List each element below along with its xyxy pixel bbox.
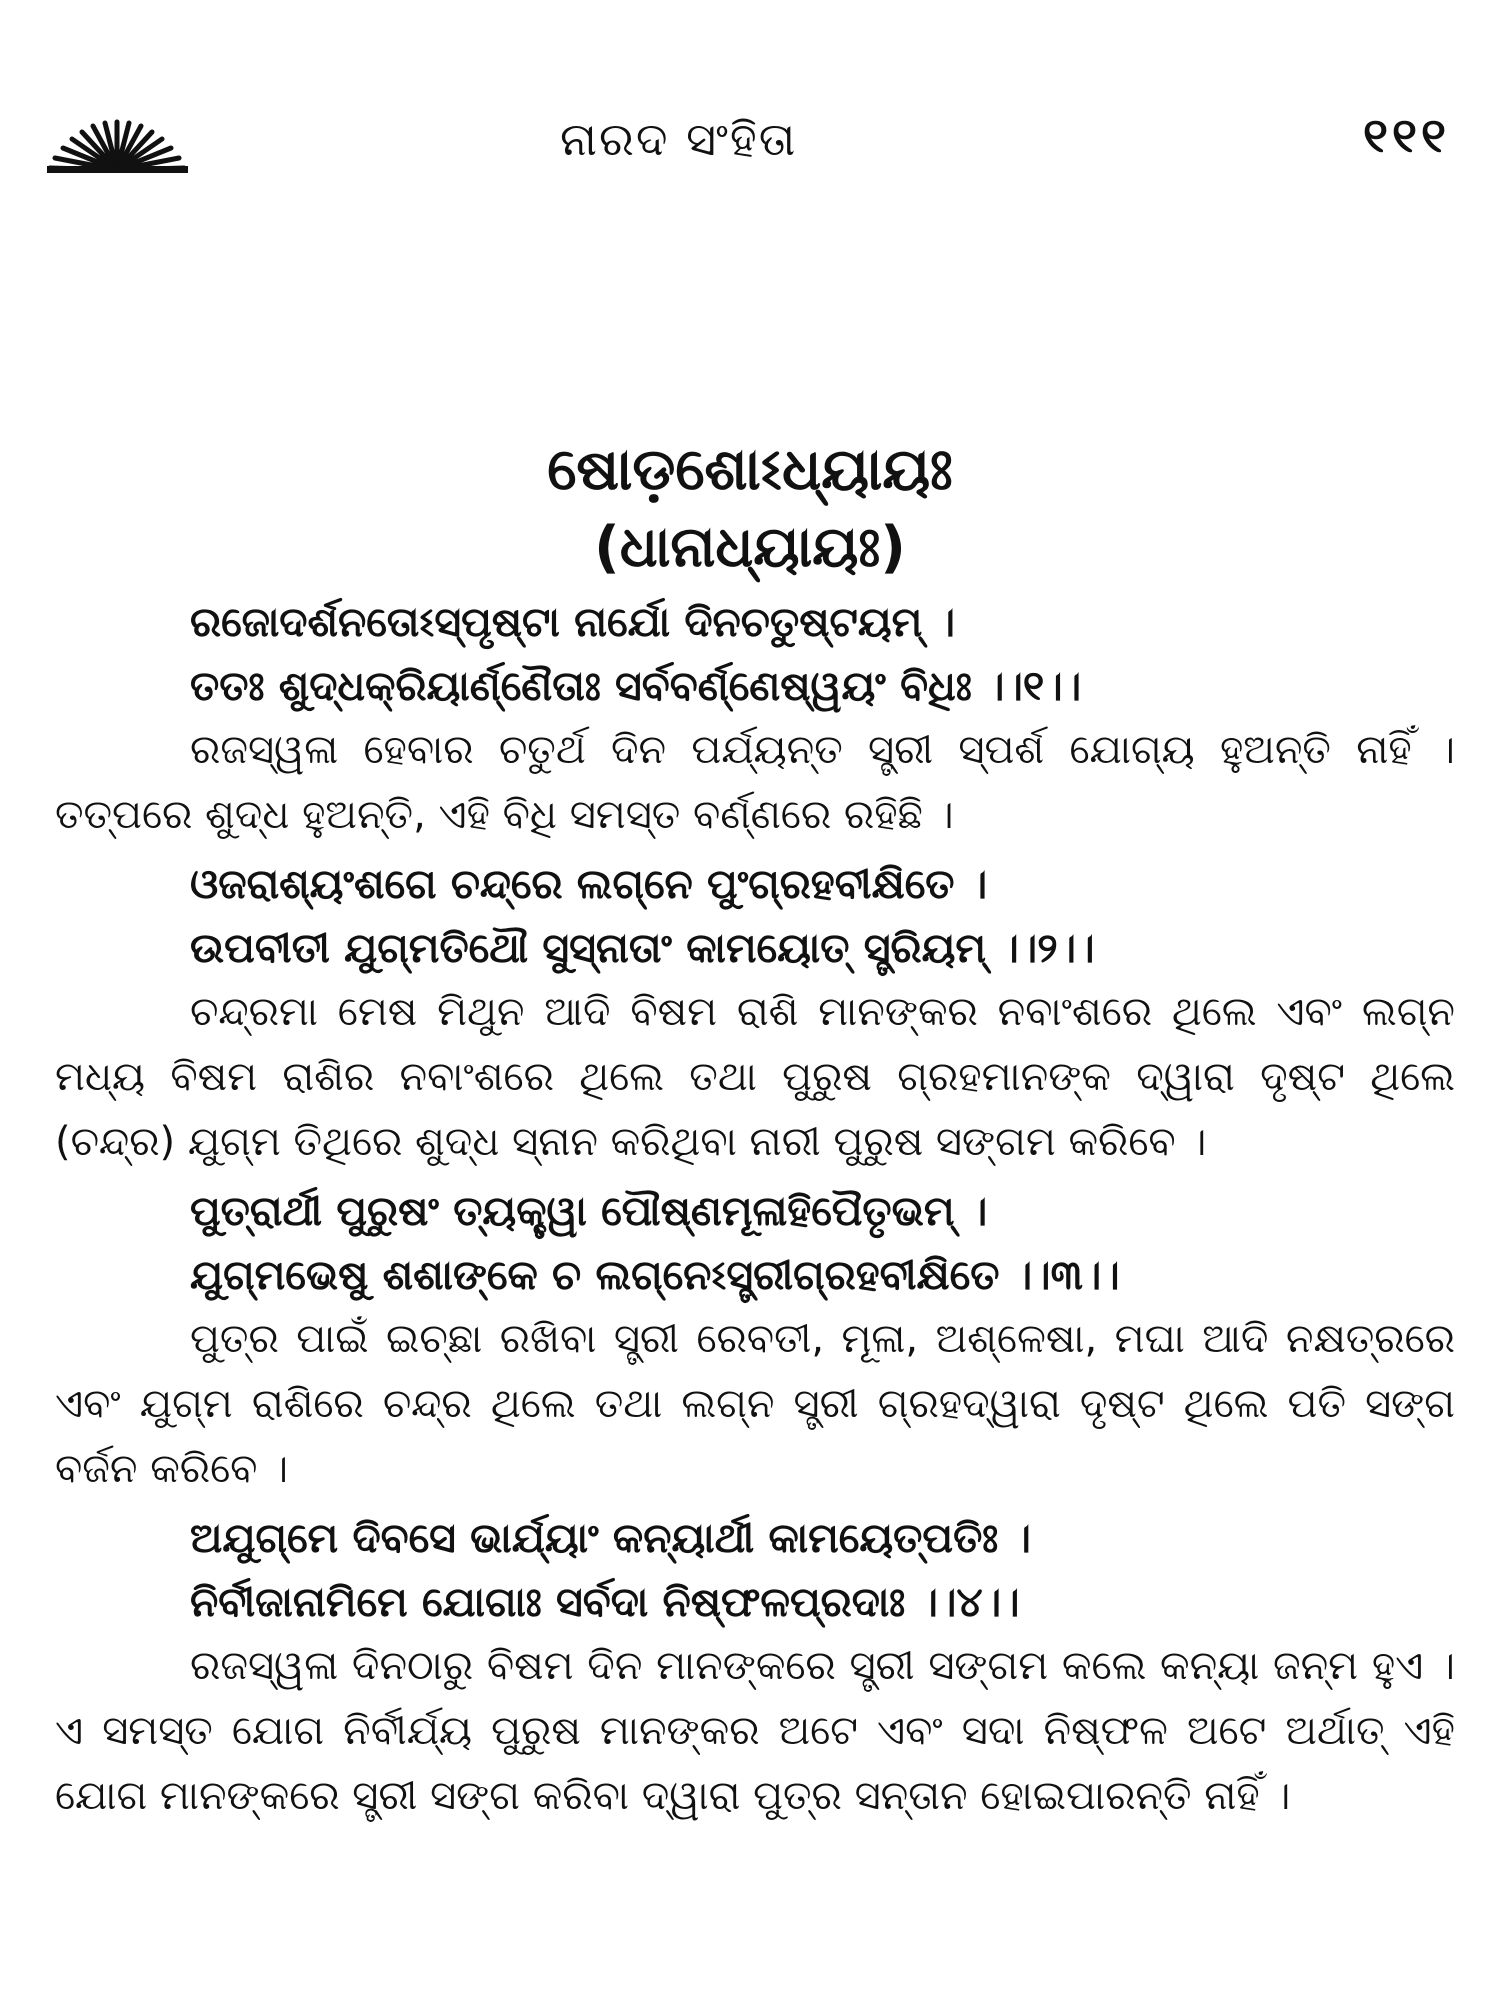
verse-line: ଉପବୀତୀ ଯୁଗ୍ମତିଥୌ ସୁସ୍ନାତାଂ କାମୟୋତ୍ ସ୍ତ୍ରିୟମ୍ ।।୨।। — [190, 924, 1095, 972]
verse-line: ନିର୍ବୀଜାନାମିମେ ଯୋଗାଃ ସର୍ବଦା ନିଷ୍ଫଳପ୍ରଦାଃ ।।୪।। — [190, 1578, 1020, 1626]
sunburst-ornament-icon — [45, 118, 190, 174]
page-number: ୧୧୧ — [1362, 108, 1450, 164]
page-body — [55, 590, 1455, 1829]
page-header — [0, 0, 1500, 200]
verse-line: ଅଯୁଗ୍ମେ ଦିବସେ ଭାର୍ଯ୍ୟାଂ କନ୍ୟାର୍ଥୀ କାମୟେତ୍ପତିଃ । — [190, 1514, 1031, 1562]
verse-section — [55, 590, 1455, 848]
verse-section — [55, 852, 1455, 1175]
explanation-paragraph: ରଜସ୍ୱଳା ଦିନଠାରୁ ବିଷମ ଦିନ ମାନଙ୍କରେ ସ୍ତ୍ରୀ ସଙ୍ଗମ କଲେ କନ୍ୟା ଜନ୍ମ ହୁଏ । ଏ ସମସ୍ତ ଯୋଗ ନିର୍ବୀର୍ଯ୍ୟ ପୁରୁଷ ମାନଙ୍କର ଅଟେ ଏବଂ ସଦା ନିଷ୍ଫଳ ଅଟେ ଅର୍ଥାତ୍ ଏହି ଯୋଗ ମାନଙ୍କରେ ସ୍ତ୍ରୀ ସଙ୍ଗ କରିବା ଦ୍ୱାରା ପୁତ୍ର ସନ୍ତାନ ହୋଇପାରନ୍ତି ନାହିଁ । — [55, 1643, 1455, 1819]
verse-line: ରଜୋଦର୍ଶନତୋଽସ୍ପୃଷ୍ଟା ନାର୍ଯୋ ଦିନଚତୁଷ୍ଟୟମ୍ । — [190, 598, 956, 646]
verse-line: ଓଜରାଶ୍ୟଂଶଗେ ଚନ୍ଦ୍ରେ ଲଗ୍ନେ ପୁଂଗ୍ରହବୀକ୍ଷିତେ । — [190, 860, 988, 908]
chapter-title: ଷୋଡ଼ଶୋଽଧ୍ୟାୟଃ — [547, 435, 953, 503]
explanation-paragraph: ପୁତ୍ର ପାଇଁ ଇଚ୍ଛା ରଖିବା ସ୍ତ୍ରୀ ରେବତୀ, ମୂଳା, ଅଶ୍ଳେଷା, ମଘା ଆଦି ନକ୍ଷତ୍ରରେ ଏବଂ ଯୁଗ୍ମ ରାଶିରେ ଚନ୍ଦ୍ର ଥିଲେ ତଥା ଲଗ୍ନ ସ୍ତ୍ରୀ ଗ୍ରହଦ୍ୱାରା ଦୃଷ୍ଟ ଥିଲେ ପତି ସଙ୍ଗ ବର୍ଜନ କରିବେ । — [55, 1316, 1455, 1492]
running-title: ନାରଦ ସଂହିତା — [560, 112, 798, 166]
verse-section — [55, 1179, 1455, 1502]
verse-line: ପୁତ୍ରାର୍ଥୀ ପୁରୁଷଂ ତ୍ୟକ୍ତ୍ୱା ପୌଷ୍ଣମୂଳାହିପୈତୃଭମ୍ । — [190, 1187, 988, 1235]
verse-line: ତତଃ ଶୁଦ୍ଧକ୍ରିୟାର୍ଣ୍ଣୈତାଃ ସର୍ବବର୍ଣ୍ଣେଷ୍ୱୟଂ ବିଧିଃ ।।୧।। — [190, 662, 1082, 710]
explanation-paragraph: ଚନ୍ଦ୍ରମା ମେଷ ମିଥୁନ ଆଦି ବିଷମ ରାଶି ମାନଙ୍କର ନବାଂଶରେ ଥିଲେ ଏବଂ ଲଗ୍ନ ମଧ୍ୟ ବିଷମ ରାଶିର ନବାଂଶରେ ଥିଲେ ତଥା ପୁରୁଷ ଗ୍ରହମାନଙ୍କ ଦ୍ୱାରା ଦୃଷ୍ଟ ଥିଲେ (ଚନ୍ଦ୍ର) ଯୁଗ୍ମ ତିଥିରେ ଶୁଦ୍ଧ ସ୍ନାନ କରିଥିବା ନାରୀ ପୁରୁଷ ସଙ୍ଗମ କରିବେ । — [55, 989, 1455, 1165]
verse-section — [55, 1506, 1455, 1829]
verse-line: ଯୁଗ୍ମଭେଷୁ ଶଶାଙ୍କେ ଚ ଲଗ୍ନେଽସ୍ତ୍ରୀଗ୍ରହବୀକ୍ଷିତେ ।।୩।। — [190, 1251, 1120, 1299]
chapter-subtitle: (ଧାନାଧ୍ୟାୟଃ) — [594, 515, 906, 580]
explanation-paragraph: ରଜସ୍ୱଳା ହେବାର ଚତୁର୍ଥ ଦିନ ପର୍ଯ୍ୟନ୍ତ ସ୍ତ୍ରୀ ସ୍ପର୍ଶ ଯୋଗ୍ୟ ହୁଅନ୍ତି ନାହିଁ । ତତ୍ପରେ ଶୁଦ୍ଧ ହୁଅନ୍ତି, ଏହି ବିଧି ସମସ୍ତ ବର୍ଣ୍ଣରେ ରହିଛି । — [55, 727, 1455, 838]
